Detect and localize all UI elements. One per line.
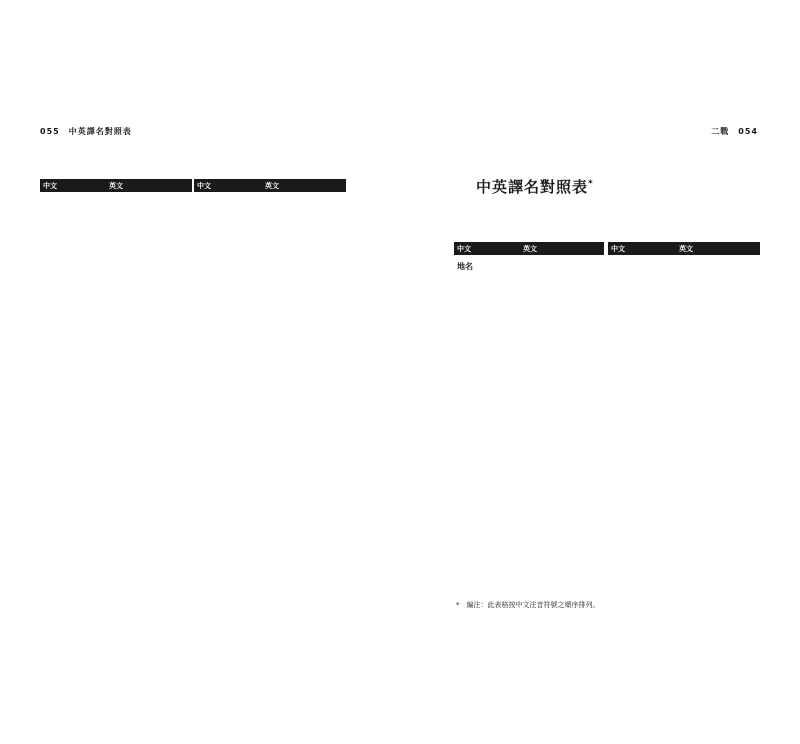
glossary-table-4 — [608, 242, 760, 255]
column-header-english: 英文 — [676, 242, 760, 255]
footnote: * 編注：此表格按中文注音符號之順序排列。 — [456, 601, 600, 609]
table-header-row — [40, 179, 192, 192]
section-row — [454, 255, 604, 277]
column-header-chinese: 中文 — [608, 242, 676, 255]
glossary-table-3 — [454, 242, 604, 277]
glossary-table-1 — [40, 179, 192, 192]
column-header-chinese: 中文 — [194, 179, 262, 192]
right-page — [400, 0, 800, 744]
running-head: 二戰 054 — [711, 127, 758, 136]
column-header-english: 英文 — [106, 179, 192, 192]
column-header-english: 英文 — [262, 179, 346, 192]
column-header-english: 英文 — [520, 242, 604, 255]
table-header-row — [608, 242, 760, 255]
table-header-row — [454, 242, 604, 255]
running-head: 055 中英譯名對照表 — [40, 127, 132, 136]
column-header-chinese: 中文 — [40, 179, 106, 192]
title-footnote-mark: * — [588, 179, 594, 189]
page-title — [476, 176, 594, 197]
glossary-table-2 — [194, 179, 346, 192]
table-header-row — [194, 179, 346, 192]
section-label: 地名 — [454, 255, 604, 277]
title-text: 中英譯名對照表 — [476, 178, 589, 196]
column-header-chinese: 中文 — [454, 242, 520, 255]
